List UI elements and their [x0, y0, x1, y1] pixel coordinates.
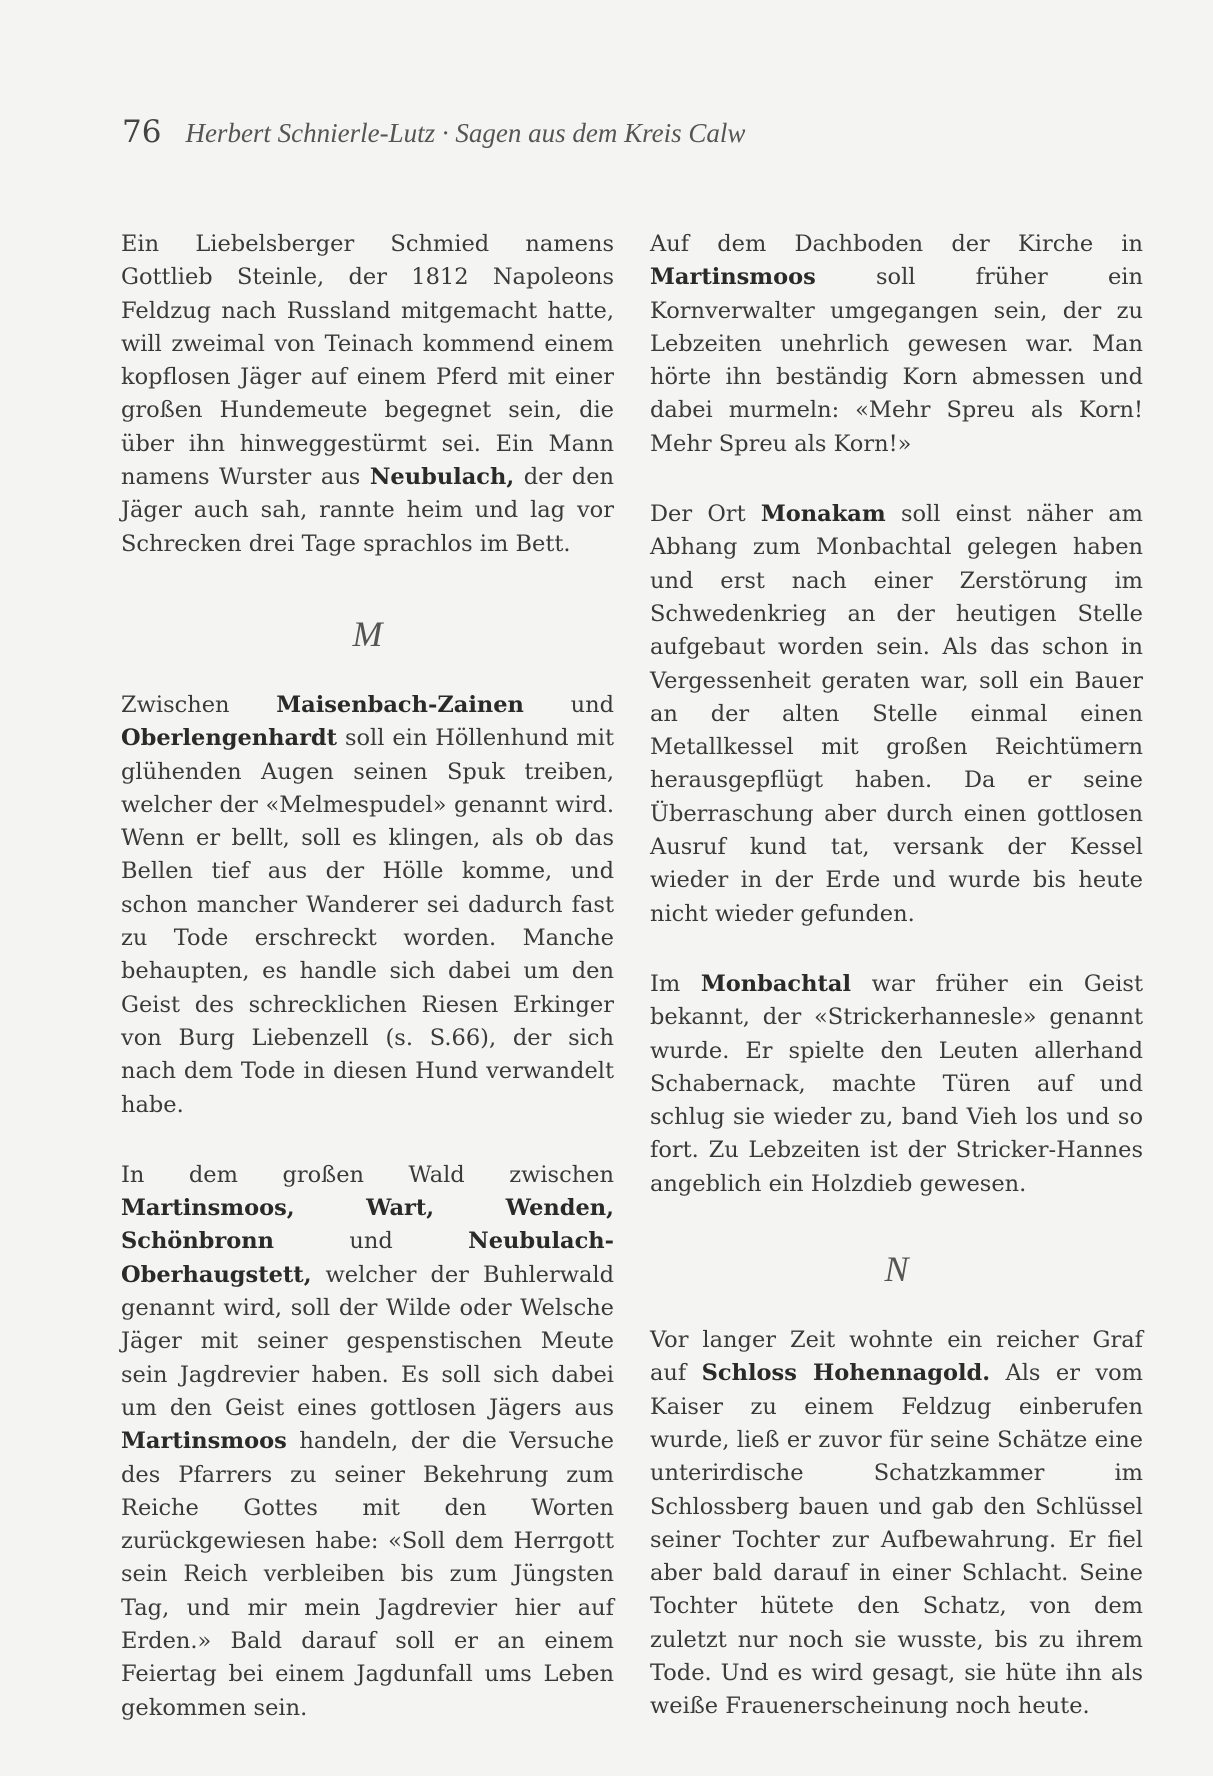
paragraph-monakam: Der Ort Monakam soll einst näher am Abhang zum Monbachtal gelegen haben und erst nach einer Zerstörung im Schwedenkrieg an der heutigen Stelle aufgebaut worden sein. Als das schon in Vergessenheit geraten war, soll ein Bauer an der alten Stelle einmal einen Metallkessel mit großen Reichtümern herausgepflügt haben. Da er seine Überraschung aber durch einen gottlosen Ausruf kund tat, versank der Kessel wieder in der Erde und wurde bis heute nicht wieder gefunden. [650, 501, 1143, 927]
left-column [121, 228, 614, 1725]
section-letter-n: N [884, 1249, 909, 1290]
paragraph-kornverwalter: Auf dem Dachboden der Kirche in Martinsmoos soll früher ein Kornverwalter umgegangen sein, der zu Lebzeiten unehrlich gewesen war. Man hörte ihn beständig Korn abmessen und dabei murmeln: «Mehr Spreu als Korn! Mehr Spreu als Korn!» [650, 231, 1143, 457]
places-martinsmoos-wart-wenden-schoenbronn: Martinsmoos, Wart, Wenden, Schönbronn [121, 1195, 614, 1255]
place-monakam: Monakam [760, 501, 886, 528]
place-monbachtal: Monbachtal [700, 970, 851, 997]
place-schloss-hohennagold: Schloss Hohennagold. [701, 1360, 991, 1387]
paragraph-hohennagold: Vor langer Zeit wohnte ein reicher Graf auf Schloss Hohennagold. Als er vom Kaiser zu einem Feldzug einberufen wurde, ließ er zuvor für seine Schätze eine unterirdische Schatzkammer im Schlossberg bauen und gab den Schlüssel seiner Tochter zur Aufbewahrung. Er fiel aber bald darauf in einer Schlacht. Seine Tochter hütete den Schatz, von dem zuletzt nur noch sie wusste, bis zu ihrem Tode. Und es wird gesagt, sie hüte ihn als weiße Frauenerscheinung noch heute. [650, 1327, 1143, 1720]
place-martinsmoos-right: Martinsmoos [650, 264, 816, 291]
paragraph-strickerhannesle: Im Monbachtal war früher ein Geist bekannt, der «Strickerhannesle» genannt wurde. Er spielte den Leuten allerhand Schabernack, machte Türen auf und schlug sie wieder zu, band Vieh los und so fort. Zu Lebzeiten ist der Stricker-Hannes angeblich ein Holzdieb gewesen. [650, 970, 1143, 1197]
right-column [650, 228, 1143, 1724]
paragraph-melmespudel: Zwischen Maisenbach-Zainen und Oberlengenhardt soll ein Höllenhund mit glühenden Augen seinen Spuk treiben, welcher der «Melmespudel» genannt wird. Wenn er bellt, soll es klingen, als ob das Bellen tief aus der Hölle komme, und schon mancher Wanderer sei dadurch fast zu Tode erschreckt worden. Manche behaupten, es handle sich dabei um den Geist des schrecklichen Riesen Erkinger von Burg Liebenzell (s. S.66), der sich nach dem Tode in diesen Hund verwandelt habe. [121, 691, 614, 1118]
place-martinsmoos: Martinsmoos [121, 1428, 287, 1455]
place-neubulach: Neubulach, [369, 464, 515, 491]
paragraph-buhlerwald: In dem großen Wald zwischen Martinsmoos, Wart, Wenden, Schönbronn und Neubulach-Oberhaugstett, welcher der Buhlerwald genannt wird, soll der Wilde oder Welsche Jäger mit seiner gespenstischen Meute sein Jagdrevier haben. Es soll sich dabei um den Geist eines gottlosen Jägers aus Martinsmoos handeln, der die Versuche des Pfarrers zu seiner Bekehrung zum Reiche Gottes mit den Worten zurückgewiesen habe: «Soll dem Herrgott sein Reich verbleiben bis zum Jüngsten Tag, und mir mein Jagdrevier hier auf Erden.» Bald darauf soll er an einem Feiertag bei einem Jagdunfall ums Leben gekommen sein. [121, 1161, 614, 1721]
place-oberlengenhardt: Oberlengenhardt [121, 725, 338, 752]
page-number: 76 [122, 114, 162, 150]
page-header [122, 114, 745, 150]
running-title: Herbert Schnierle-Lutz · Sagen aus dem Kreis Calw [185, 118, 746, 148]
place-neubulach-oberhaugstett: Neubulach-Oberhaugstett, [121, 1228, 614, 1288]
paragraph-liebelsberg: Ein Liebelsberger Schmied namens Gottlieb Steinle, der 1812 Napoleons Feldzug nach Russland mitgemacht hatte, will zweimal von Teinach kommend einem kopflosen Jäger auf einem Pferd mit einer großen Hundemeute begegnet sein, die über ihn hinweggestürmt sei. Ein Mann namens Wurster aus Neubulach, der den Jäger auch sah, rannte heim und lag vor Schrecken drei Tage sprachlos im Bett. [121, 231, 614, 557]
place-maisenbach-zainen: Maisenbach-Zainen [276, 691, 524, 718]
section-letter-m: M [352, 613, 383, 654]
